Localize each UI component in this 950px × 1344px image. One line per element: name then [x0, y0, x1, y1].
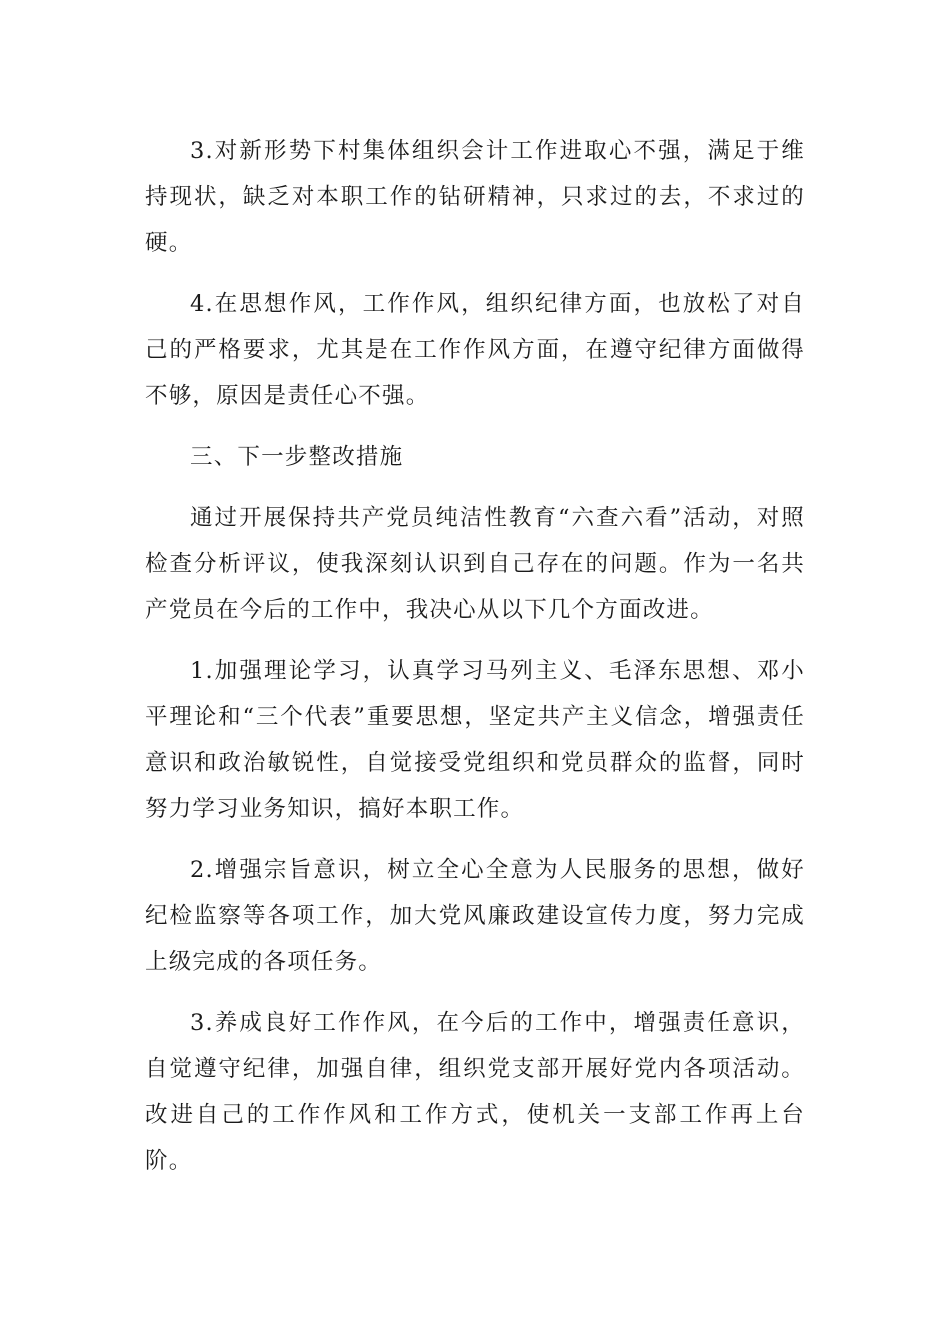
paragraph-measure-2-purpose-awareness: 2.增强宗旨意识，树立全心全意为人民服务的思想，做好纪检监察等各项工作，加大党风廉政建设宣传力度，努力完成上级完成的各项任务。	[145, 857, 805, 975]
paragraph-intro-rectification: 通过开展保持共产党员纯洁性教育“六查六看”活动，对照检查分析评议，使我深刻认识到自己存在的问题。作为一名共产党员在今后的工作中，我决心从以下几个方面改进。	[145, 505, 805, 623]
paragraph-item-4-discipline: 4.在思想作风，工作作风，组织纪律方面，也放松了对自己的严格要求，尤其是在工作作风方面，在遵守纪律方面做得不够，原因是责任心不强。	[145, 291, 805, 409]
document-body	[145, 128, 805, 1184]
paragraph-item-3-ambition: 3.对新形势下村集体组织会计工作进取心不强，满足于维持现状，缺乏对本职工作的钻研精神，只求过的去，不求过的硬。	[145, 138, 805, 256]
paragraph-measure-3-work-style: 3.养成良好工作作风，在今后的工作中，增强责任意识，自觉遵守纪律，加强自律，组织党支部开展好党内各项活动。改进自己的工作作风和工作方式，使机关一支部工作再上台阶。	[145, 1010, 805, 1174]
paragraph-measure-1-theory-study: 1.加强理论学习，认真学习马列主义、毛泽东思想、邓小平理论和“三个代表”重要思想，坚定共产主义信念，增强责任意识和政治敏锐性，自觉接受党组织和党员群众的监督，同时努力学习业务知识，搞好本职工作。	[145, 658, 805, 822]
section-heading-next-steps: 三、下一步整改措施	[190, 444, 404, 470]
